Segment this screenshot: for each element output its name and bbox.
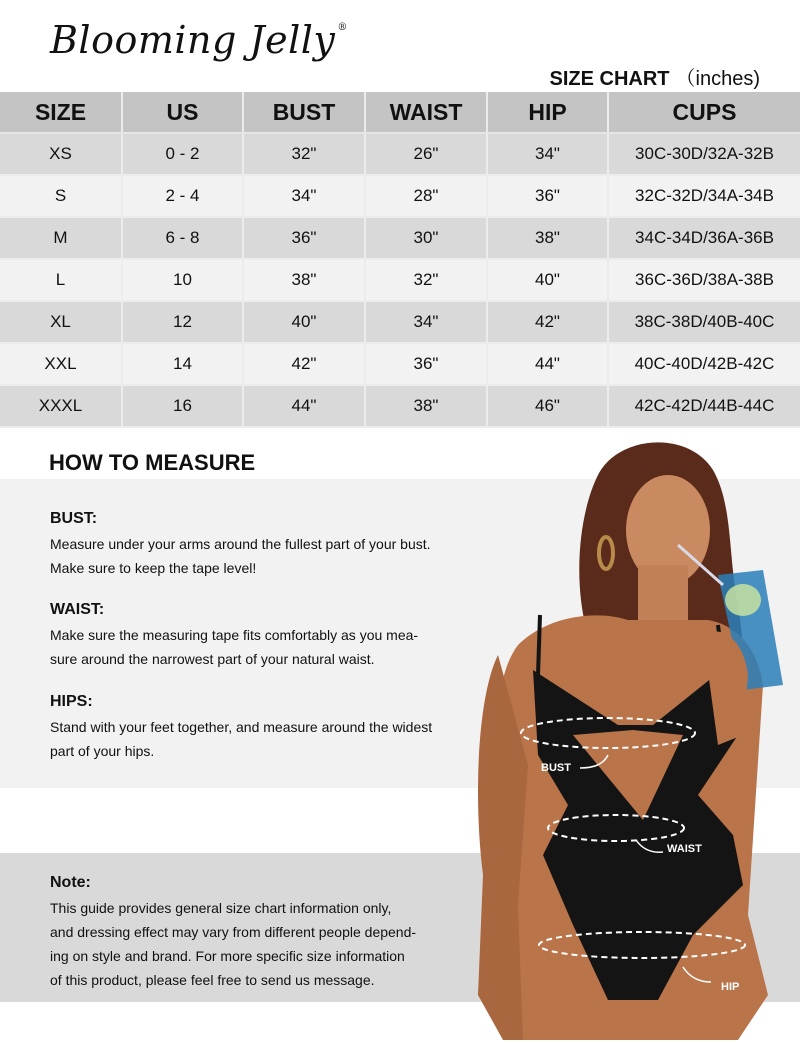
cell-hip: 36" [487,175,608,217]
cell-hip: 38" [487,217,608,259]
cell-size: M [0,217,122,259]
cell-hip: 44" [487,343,608,385]
col-header-waist: WAIST [365,92,487,133]
how-to-measure-title: HOW TO MEASURE [49,450,256,475]
bust-text-line: Measure under your arms around the fullest part of your bust. [50,536,431,552]
note-block [50,874,416,992]
model-illustration [478,435,800,1040]
cell-cups: 32C-32D/34A-34B [608,175,800,217]
cell-waist: 34" [365,301,487,343]
cell-us: 16 [122,385,243,427]
cell-cups: 40C-40D/42B-42C [608,343,800,385]
cell-size: XXXL [0,385,122,427]
cell-us: 2 - 4 [122,175,243,217]
cell-waist: 30" [365,217,487,259]
cell-us: 10 [122,259,243,301]
waist-instruction [50,601,418,671]
col-header-cups: CUPS [608,92,800,133]
cell-waist: 26" [365,133,487,175]
cell-us: 12 [122,301,243,343]
cell-cups: 42C-42D/44B-44C [608,385,800,427]
table-row [0,133,800,175]
cell-bust: 44" [243,385,365,427]
cell-size: XXL [0,343,122,385]
cell-us: 6 - 8 [122,217,243,259]
table-row [0,301,800,343]
cell-hip: 40" [487,259,608,301]
cell-bust: 34" [243,175,365,217]
cell-us: 0 - 2 [122,133,243,175]
table-row [0,343,800,385]
size-chart-table [0,92,800,428]
cell-bust: 40" [243,301,365,343]
hips-heading: HIPS: [50,693,93,710]
waist-text-line: Make sure the measuring tape fits comfortably as you mea- [50,627,419,643]
table-row [0,259,800,301]
cell-size: L [0,259,122,301]
cell-waist: 32" [365,259,487,301]
size-chart-title [550,62,760,91]
hips-text-line: Stand with your feet together, and measure around the widest [50,719,433,735]
hips-text-line: part of your hips. [50,743,155,759]
waist-text-line: sure around the narrowest part of your natural waist. [50,651,375,667]
table-header-row [0,92,800,133]
waist-label: WAIST [667,843,702,855]
col-header-bust: BUST [243,92,365,133]
cell-cups: 38C-38D/40B-40C [608,301,800,343]
hips-instruction [50,693,432,763]
cell-waist: 38" [365,385,487,427]
cell-bust: 36" [243,217,365,259]
cell-waist: 36" [365,343,487,385]
col-header-hip: HIP [487,92,608,133]
waist-heading: WAIST: [50,601,105,618]
note-text-line: ing on style and brand. For more specific size information [50,948,405,964]
cell-cups: 34C-34D/36A-36B [608,217,800,259]
brand-logo [50,18,348,62]
cell-waist: 28" [365,175,487,217]
cell-bust: 32" [243,133,365,175]
cell-hip: 34" [487,133,608,175]
cell-us: 14 [122,343,243,385]
cell-bust: 42" [243,343,365,385]
table-row [0,175,800,217]
size-chart-unit: （inches) [675,68,760,90]
col-header-size: SIZE [0,92,122,133]
table-row [0,385,800,427]
cell-size: XS [0,133,122,175]
cell-size: XL [0,301,122,343]
cell-cups: 36C-36D/38A-38B [608,259,800,301]
cell-hip: 42" [487,301,608,343]
bust-text-line: Make sure to keep the tape level! [50,560,257,576]
bust-heading: BUST: [50,510,98,527]
bust-label: BUST [541,762,571,774]
note-text-line: of this product, please feel free to send us message. [50,972,375,988]
table-row [0,217,800,259]
cell-bust: 38" [243,259,365,301]
brand-name: Blooming Jelly [50,18,336,62]
note-text-line: and dressing effect may vary from different people depend- [50,924,417,940]
size-chart-heading: SIZE CHART [549,68,670,90]
registered-mark: ® [337,22,348,33]
cell-size: S [0,175,122,217]
cell-hip: 46" [487,385,608,427]
model-photo [478,435,800,1040]
hip-label: HIP [721,981,740,993]
bust-instruction [50,510,431,580]
col-header-us: US [122,92,243,133]
note-heading: Note: [50,874,91,891]
note-text-line: This guide provides general size chart information only, [50,900,392,916]
cell-cups: 30C-30D/32A-32B [608,133,800,175]
